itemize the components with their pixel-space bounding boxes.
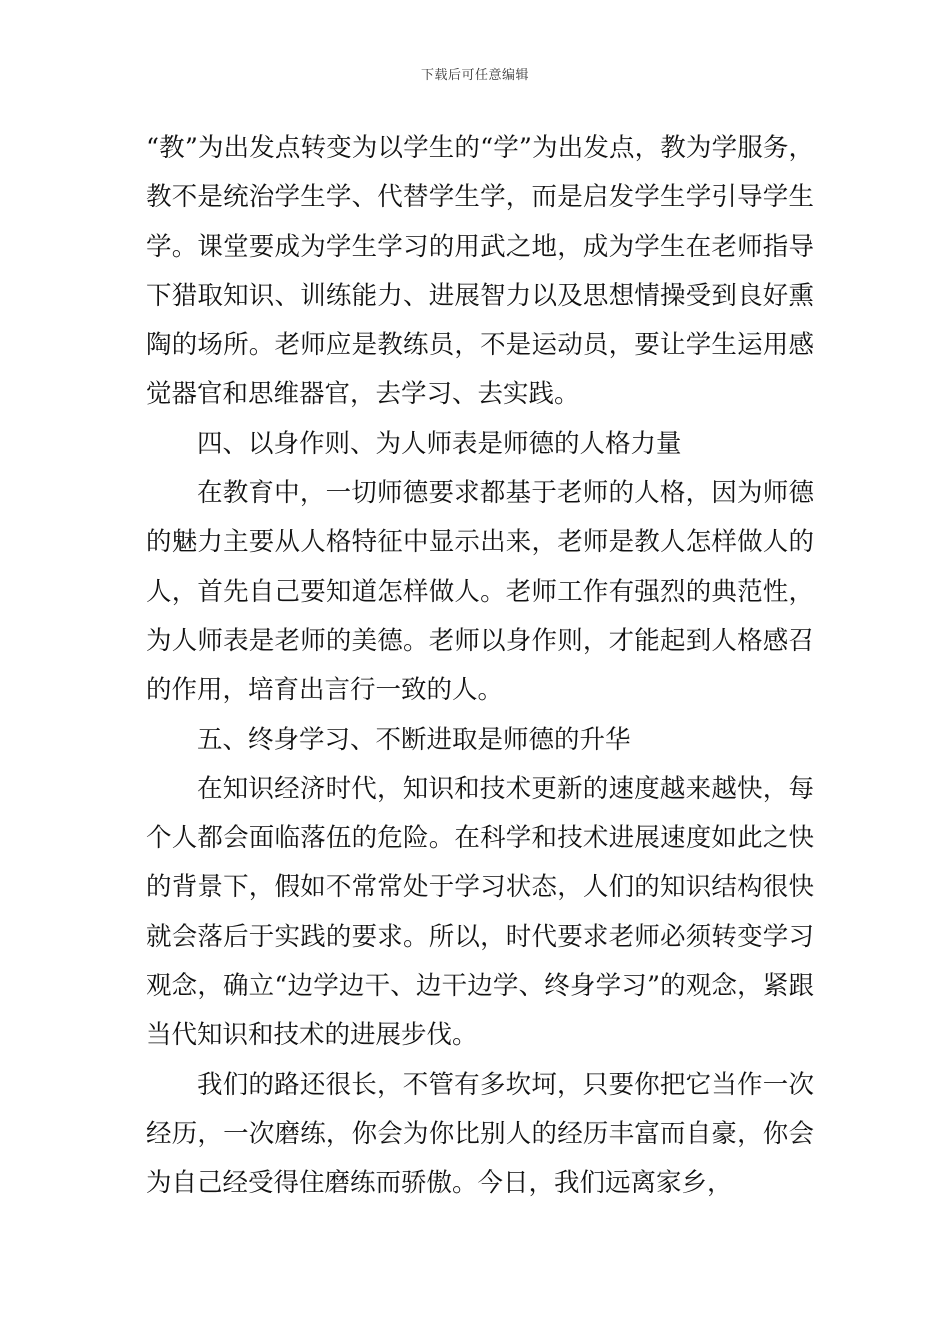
- paragraph: 在知识经济时代，知识和技术更新的速度越来越快，每个人都会面临落伍的危险。在科学和技术进展速度如此之快的背景下，假如不常常处于学习状态，人们的知识结构很快就会落后于实践的要求。所以，时代要求老师必须转变学习观念，确立“边学边干、边干边学、终身学习”的观念，紧跟当代知识和技术的进展步伐。: [146, 773, 814, 1051]
- paragraph: 在教育中，一切师德要求都基于老师的人格，因为师德的魅力主要从人格特征中显示出来，老师是教人怎样做人的人，首先自己要知道怎样做人。老师工作有强烈的典范性，为人师表是老师的美德。老师以身作则，才能起到人格感召的作用，培育出言行一致的人。: [146, 478, 814, 706]
- section-heading-5: 五、终身学习、不断进取是师德的升华: [197, 724, 631, 755]
- paragraph: 我们的路还很长，不管有多坎坷，只要你把它当作一次经历，一次磨练，你会为你比别人的经历丰富而自豪，你会为自己经受得住磨练而骄傲。今日，我们远离家乡，: [146, 1069, 814, 1199]
- paragraph-continued: “教”为出发点转变为以学生的“学”为出发点，教为学服务，教不是统治学生学、代替学生学，而是启发学生学引导学生学。课堂要成为学生学习的用武之地，成为学生在老师指导下猎取知识、训练能力、进展智力以及思想情操受到良好熏陶的场所。老师应是教练员，不是运动员，要让学生运用感觉器官和思维器官，去学习、去实践。: [146, 133, 814, 410]
- document-body: [146, 124, 814, 1209]
- page-header: 下载后可任意编辑: [420, 68, 529, 83]
- section-heading-4: 四、以身作则、为人师表是师德的人格力量: [197, 428, 682, 459]
